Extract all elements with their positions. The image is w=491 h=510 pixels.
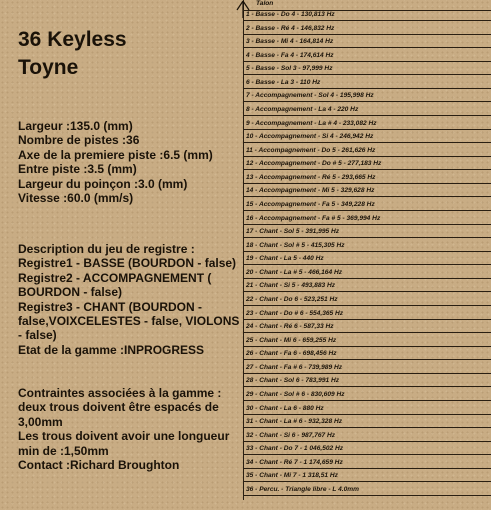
track-line xyxy=(243,251,491,252)
track-line xyxy=(243,20,491,21)
track-line xyxy=(243,332,491,333)
track-line xyxy=(243,129,491,130)
track-line xyxy=(243,74,491,75)
track-label: 20 - Chant - La # 5 - 466,164 Hz xyxy=(246,269,343,276)
track-label: 13 - Accompagnement - Ré 5 - 293,665 Hz xyxy=(246,174,376,181)
track-label: 4 - Basse - Fa 4 - 174,614 Hz xyxy=(246,52,334,59)
track-line xyxy=(243,10,491,11)
page-title xyxy=(18,26,218,82)
track-line xyxy=(243,427,491,428)
spec-line: Entre piste :3.5 (mm) xyxy=(18,162,137,177)
track-line xyxy=(243,210,491,211)
track-line xyxy=(243,414,491,415)
track-label: 27 - Chant - Fa # 6 - 739,989 Hz xyxy=(246,364,343,371)
track-label: 35 - Chant - Mi 7 - 1 318,51 Hz xyxy=(246,472,338,479)
register-line: Registre3 - CHANT (BOURDON - false,VOIXCELESTES - false, VIOLONS - false) xyxy=(18,299,240,343)
registers-block xyxy=(18,242,240,357)
track-label: 14 - Accompagnement - Mi 5 - 329,628 Hz xyxy=(246,187,375,194)
track-line xyxy=(243,481,491,482)
track-line xyxy=(243,101,491,102)
constraint-line: deux trous doivent être espacés de 3,00mm xyxy=(18,400,219,429)
track-label: 1 - Basse - Do 4 - 130,813 Hz xyxy=(246,11,335,18)
register-line: Registre1 - BASSE (BOURDON - false) xyxy=(18,256,237,271)
track-line xyxy=(243,346,491,347)
spec-line: Largeur du poinçon :3.0 (mm) xyxy=(18,176,188,191)
track-line xyxy=(243,183,491,184)
constraint-line: Les trous doivent avoir une longueur min de :1,50mm xyxy=(18,429,230,458)
track-line xyxy=(243,264,491,265)
track-line xyxy=(243,305,491,306)
track-line xyxy=(243,400,491,401)
track-label: 25 - Chant - Mi 6 - 659,255 Hz xyxy=(246,337,337,344)
track-label: 29 - Chant - Sol # 6 - 830,609 Hz xyxy=(246,391,345,398)
track-axis-line xyxy=(243,0,244,500)
track-label: 33 - Chant - Do 7 - 1 046,502 Hz xyxy=(246,445,344,452)
constraint-line: Contraintes associées à la gamme : xyxy=(18,386,222,400)
talon-label: Talon xyxy=(256,0,274,7)
track-label: 2 - Basse - Ré 4 - 146,832 Hz xyxy=(246,25,335,32)
track-label: 15 - Accompagnement - Fa 5 - 349,228 Hz xyxy=(246,201,375,208)
track-line xyxy=(243,169,491,170)
track-label: 5 - Basse - Sol 3 - 97,999 Hz xyxy=(246,65,333,72)
track-label: 24 - Chant - Ré 6 - 587,33 Hz xyxy=(246,323,334,330)
constraint-line: Contact :Richard Broughton xyxy=(18,458,180,473)
track-label: 12 - Accompagnement - Do # 5 - 277,183 Hz xyxy=(246,160,382,167)
track-label: 3 - Basse - Mi 4 - 164,814 Hz xyxy=(246,38,334,45)
track-line xyxy=(243,373,491,374)
track-line xyxy=(243,359,491,360)
track-label: 30 - Chant - La 6 - 880 Hz xyxy=(246,405,324,412)
title-line-2: Toyne xyxy=(18,56,79,79)
track-line xyxy=(243,468,491,469)
track-label: 11 - Accompagnement - Do 5 - 261,626 Hz xyxy=(246,147,376,154)
track-line xyxy=(243,454,491,455)
spec-line: Nombre de pistes :36 xyxy=(18,133,140,148)
track-line xyxy=(243,441,491,442)
track-line xyxy=(243,224,491,225)
track-label: 6 - Basse - La 3 - 110 Hz xyxy=(246,79,321,86)
spec-line: Axe de la premiere piste :6.5 (mm) xyxy=(18,147,213,162)
track-label: 19 - Chant - La 5 - 440 Hz xyxy=(246,255,324,262)
track-line xyxy=(243,156,491,157)
track-line xyxy=(243,291,491,292)
spec-line: Largeur :135.0 (mm) xyxy=(18,119,133,133)
track-line xyxy=(243,88,491,89)
register-line: Registre2 - ACCOMPAGNEMENT ( BOURDON - false) xyxy=(18,270,212,300)
track-line xyxy=(243,386,491,387)
constraints-block xyxy=(18,386,240,472)
track-line xyxy=(243,142,491,143)
track-label: 18 - Chant - Sol # 5 - 415,305 Hz xyxy=(246,242,345,249)
track-line xyxy=(243,61,491,62)
track-label: 28 - Chant - Sol 6 - 783,991 Hz xyxy=(246,377,340,384)
track-label: 23 - Chant - Do # 6 - 554,365 Hz xyxy=(246,310,344,317)
specs-block xyxy=(18,119,240,205)
track-line xyxy=(243,115,491,116)
track-line xyxy=(243,237,491,238)
register-line: Description du jeu de registre : xyxy=(18,242,195,256)
track-line xyxy=(243,47,491,48)
track-label: 34 - Chant - Ré 7 - 1 174,659 Hz xyxy=(246,459,343,466)
track-label: 7 - Accompagnement - Sol 4 - 195,998 Hz xyxy=(246,92,374,99)
track-label: 8 - Accompagnement - La 4 - 220 Hz xyxy=(246,106,359,113)
spec-line: Vitesse :60.0 (mm/s) xyxy=(18,191,134,206)
track-label: 17 - Chant - Sol 5 - 391,995 Hz xyxy=(246,228,340,235)
track-line xyxy=(243,495,491,496)
track-label: 26 - Chant - Fa 6 - 698,456 Hz xyxy=(246,350,337,357)
track-label: 22 - Chant - Do 6 - 523,251 Hz xyxy=(246,296,338,303)
track-line xyxy=(243,278,491,279)
track-line xyxy=(243,34,491,35)
track-line xyxy=(243,319,491,320)
track-label: 21 - Chant - Si 5 - 493,883 Hz xyxy=(246,282,336,289)
track-line xyxy=(243,196,491,197)
register-line: Etat de la gamme :INPROGRESS xyxy=(18,342,205,357)
track-label: 9 - Accompagnement - La # 4 - 233,082 Hz xyxy=(246,120,377,127)
track-label: 16 - Accompagnement - Fa # 5 - 369,994 Hz xyxy=(246,215,381,222)
title-line-1: 36 Keyless xyxy=(18,28,127,51)
track-label: 32 - Chant - Si 6 - 987,767 Hz xyxy=(246,432,336,439)
track-label: 36 - Percu. - Triangle libre - L 4.0mm xyxy=(246,486,359,493)
track-label: 31 - Chant - La # 6 - 932,328 Hz xyxy=(246,418,343,425)
track-label: 10 - Accompagnement - Si 4 - 246,942 Hz xyxy=(246,133,374,140)
